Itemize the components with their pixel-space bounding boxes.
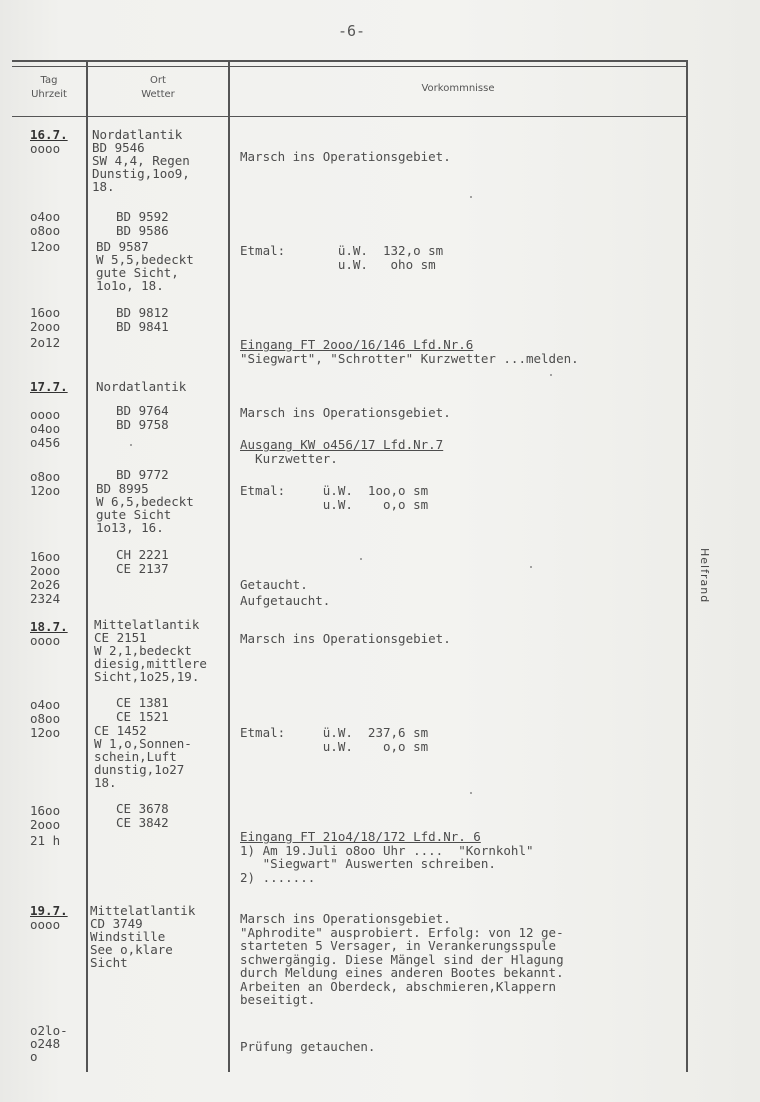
- entry-place: BD 8995 W 6,5,bedeckt gute Sicht 1o13, 16.: [96, 481, 194, 535]
- entry-place: CE 1521: [116, 709, 169, 724]
- entry-event: Marsch ins Operationsgebiet.: [240, 405, 451, 420]
- page-number: -6-: [338, 22, 366, 40]
- entry-time: 12oo: [30, 483, 61, 498]
- entry-date: 16.7.: [30, 127, 68, 142]
- header-place-weather: Ort Wetter: [141, 75, 175, 100]
- entry-date: 18.7.: [30, 619, 68, 634]
- entry-event: Eingang FT 21o4/18/172 Lfd.Nr. 6 1) Am 19.Juli o8oo Uhr .... "Kornkohl" "Siegwart" Auswerten schreiben. 2) .......: [240, 829, 534, 885]
- column-divider-1: [86, 60, 88, 1072]
- entry-time: o8oo: [30, 223, 61, 238]
- entry-time: oooo: [30, 633, 61, 648]
- entry-time: o4oo: [30, 421, 61, 436]
- entry-place: BD 9764: [116, 403, 169, 418]
- entry-time: 12oo: [30, 239, 61, 254]
- entry-event: Eingang FT 2ooo/16/146 Lfd.Nr.6 "Siegwart", "Schrotter" Kurzwetter ...melden.: [240, 337, 579, 366]
- entry-event: Ausgang KW o456/17 Lfd.Nr.7 Kurzwetter.: [240, 437, 444, 466]
- entry-time: oooo: [30, 917, 61, 932]
- entry-date: 17.7.: [30, 379, 68, 394]
- entry-time: 2ooo: [30, 563, 61, 578]
- entry-time: oooo: [30, 407, 61, 422]
- header-day-time: Tag Uhrzeit: [31, 75, 67, 100]
- entry-place: BD 9586: [116, 223, 169, 238]
- entry-time: o2lo- o248 o: [30, 1023, 68, 1064]
- header-events: Vorkommnisse: [421, 83, 495, 94]
- entry-time: 2o12: [30, 335, 61, 350]
- entry-event: Marsch ins Operationsgebiet.: [240, 149, 451, 164]
- entry-time: 2324: [30, 591, 61, 606]
- entry-event: Etmal: ü.W. 1oo,o sm u.W. o,o sm: [240, 483, 429, 512]
- entry-event: Etmal: ü.W. 132,o sm u.W. oho sm: [240, 243, 444, 272]
- entry-time: 16oo: [30, 549, 61, 564]
- table-top-rule: [12, 60, 688, 62]
- stray-mark: [530, 566, 532, 568]
- entry-event: Getaucht.: [240, 577, 308, 592]
- stray-mark: [360, 558, 362, 560]
- entry-place: CE 3842: [116, 815, 169, 830]
- entry-place: Nordatlantik: [96, 379, 187, 394]
- stray-mark: [470, 196, 472, 198]
- entry-time: 2ooo: [30, 817, 61, 832]
- entry-event: Marsch ins Operationsgebiet. "Aphrodite" ausprobiert. Erfolg: von 12 ge- starteten 5 Versager, in Verankerungsspule schwergängig. Diese Mängel sind der Hlagung durch Meldung eines anderen Bootes bekannt. Arbeiten an Oberdeck, abschmieren,Klappern beseitigt.: [240, 911, 564, 1007]
- entry-place: BD 9841: [116, 319, 169, 334]
- table-header-rule: [12, 116, 688, 117]
- entry-place: CE 3678: [116, 801, 169, 816]
- entry-date: 19.7.: [30, 903, 68, 918]
- entry-place: CH 2221: [116, 547, 169, 562]
- entry-time: o4oo: [30, 697, 61, 712]
- entry-time: 21 h: [30, 833, 61, 848]
- entry-event: Marsch ins Operationsgebiet.: [240, 631, 451, 646]
- entry-time: 12oo: [30, 725, 61, 740]
- entry-place: Mittelatlantik CD 3749 Windstille See o,klare Sicht: [90, 903, 196, 970]
- entry-place: Mittelatlantik CE 2151 W 2,1,bedeckt diesig,mittlere Sicht,1o25,19.: [94, 617, 207, 684]
- stray-mark: [470, 792, 472, 794]
- entry-place: CE 1381: [116, 695, 169, 710]
- entry-event: Etmal: ü.W. 237,6 sm u.W. o,o sm: [240, 725, 429, 754]
- entry-place: CE 2137: [116, 561, 169, 576]
- entry-time: 16oo: [30, 803, 61, 818]
- column-divider-2: [228, 60, 230, 1072]
- margin-note: Helfrand: [698, 548, 711, 604]
- entry-event: Prüfung getauchen.: [240, 1039, 376, 1054]
- stray-mark: [130, 444, 132, 446]
- entry-time: o456: [30, 435, 61, 450]
- entry-time: oooo: [30, 141, 61, 156]
- entry-time: o8oo: [30, 469, 61, 484]
- stray-mark: [550, 374, 552, 376]
- entry-place: BD 9758: [116, 417, 169, 432]
- entry-place: CE 1452 W 1,o,Sonnen- schein,Luft dunstig,1o27 18.: [94, 723, 192, 790]
- entry-place: BD 9812: [116, 305, 169, 320]
- table-top-rule-2: [12, 66, 688, 67]
- column-divider-right: [686, 60, 688, 1072]
- entry-event: Aufgetaucht.: [240, 593, 331, 608]
- entry-time: 2ooo: [30, 319, 61, 334]
- entry-time: 2o26: [30, 577, 61, 592]
- entry-place: BD 9592: [116, 209, 169, 224]
- entry-time: 16oo: [30, 305, 61, 320]
- entry-place: BD 9587 W 5,5,bedeckt gute Sicht, 1o1o, 18.: [96, 239, 194, 293]
- entry-time: o8oo: [30, 711, 61, 726]
- entry-place: Nordatlantik BD 9546 SW 4,4, Regen Dunstig,1oo9, 18.: [92, 127, 190, 194]
- entry-time: o4oo: [30, 209, 61, 224]
- entry-place: BD 9772: [116, 467, 169, 482]
